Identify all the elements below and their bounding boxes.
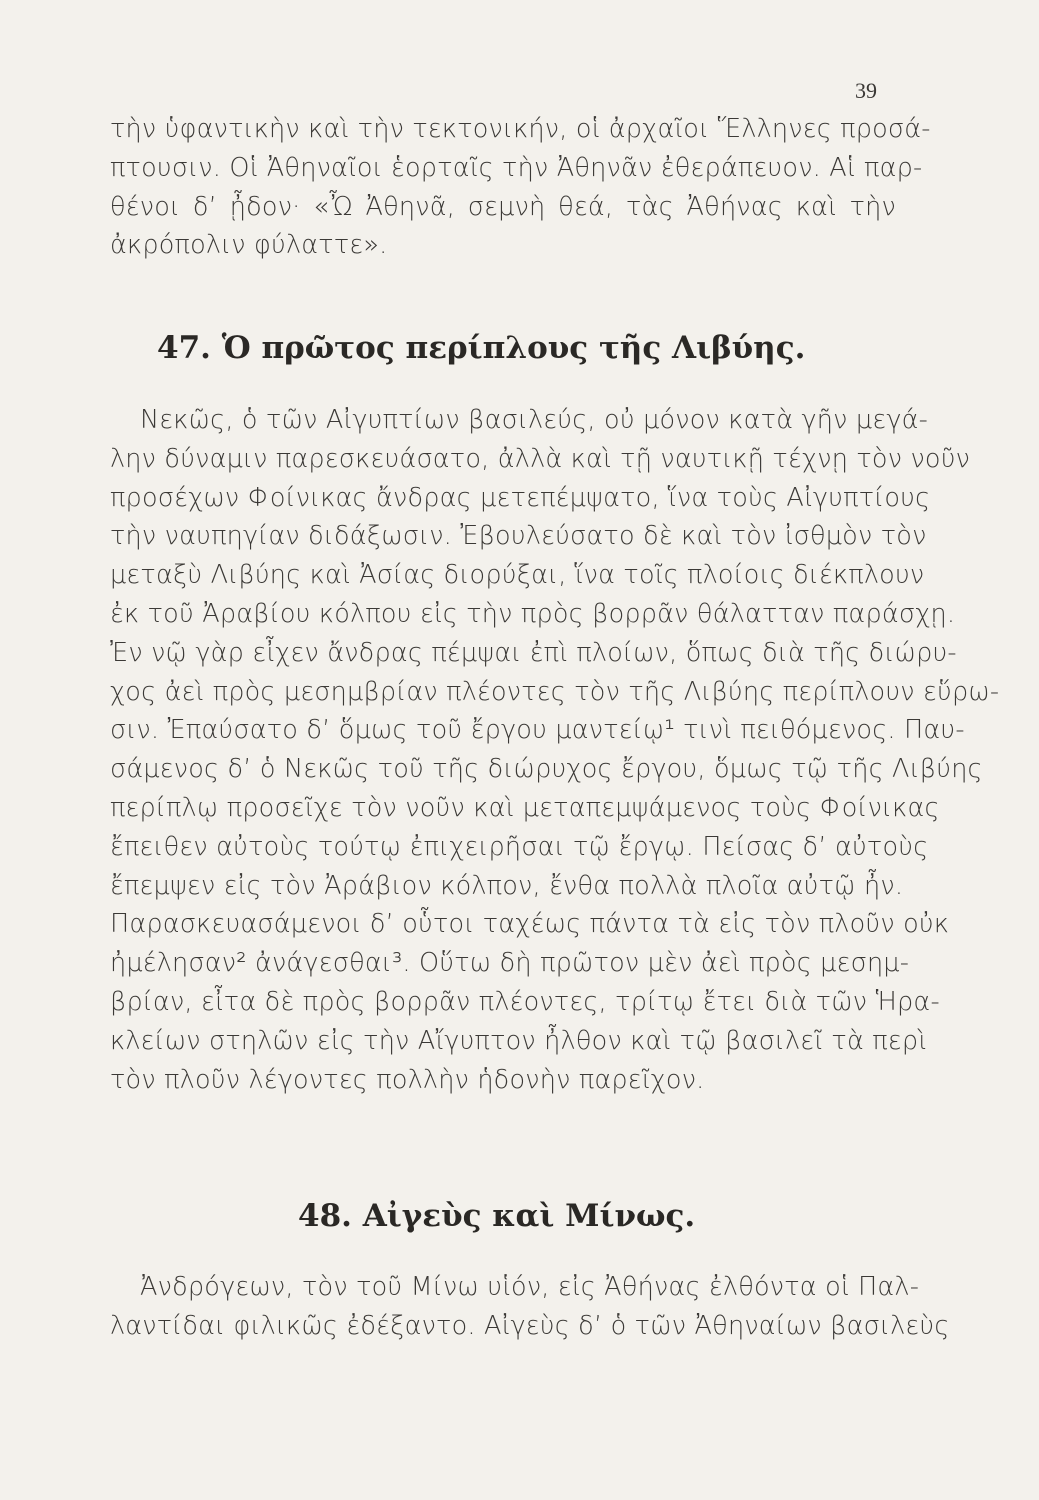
section-47-heading: 47. Ὁ πρῶτος περίπλους τῆς Λιβύης.: [157, 330, 806, 366]
section-47-body: [110, 401, 1000, 1099]
text-line: σιν. Ἐπαύσατο δ’ ὅμως τοῦ ἔργου μαντείῳ¹ τινὶ πειθόμενος. Παυ-: [110, 715, 965, 746]
text-line: πτουσιν. Οἱ Ἀθηναῖοι ἑορταῖς τὴν Ἀθηνᾶν ἐθεράπευον. Αἱ παρ-: [110, 152, 923, 183]
text-line: θένοι δ’ ᾖδον· «Ὦ Ἀθηνᾶ, σεμνὴ θεά, τὰς Ἀθήνας καὶ τὴν: [110, 191, 896, 222]
text-line: Ἀνδρόγεων, τὸν τοῦ Μίνω υἱόν, εἰς Ἀθήνας ἐλθόντα οἱ Παλ-: [140, 1272, 920, 1302]
page-number: 39: [855, 78, 877, 103]
text-line: ἐκ τοῦ Ἀραβίου κόλπου εἰς τὴν πρὸς βορρᾶν θάλατταν παράσχῃ.: [110, 598, 956, 629]
text-line: ἔπειθεν αὐτοὺς τούτῳ ἐπιχειρῆσαι τῷ ἔργῳ. Πείσας δ’ αὐτοὺς: [110, 831, 929, 862]
text-line: Ἐν νῷ γὰρ εἶχεν ἄνδρας πέμψαι ἐπὶ πλοίων, ὅπως διὰ τῆς διώρυ-: [110, 637, 957, 668]
intro-paragraph: [110, 110, 931, 265]
text-line: βρίαν, εἶτα δὲ πρὸς βορρᾶν πλέοντες, τρίτῳ ἔτει διὰ τῶν Ἡρα-: [110, 986, 940, 1017]
text-line: χος ἀεὶ πρὸς μεσημβρίαν πλέοντες τὸν τῆς Λιβύης περίπλουν εὕρω-: [110, 676, 1000, 707]
text-line: μεταξὺ Λιβύης καὶ Ἀσίας διορύξαι, ἵνα τοῖς πλοίοις διέκπλουν: [110, 560, 925, 591]
text-line: Παρασκευασάμενοι δ’ οὗτοι ταχέως πάντα τὰ εἰς τὸν πλοῦν οὐκ: [110, 909, 950, 940]
section-48-heading: 48. Αἰγεὺς καὶ Μίνως.: [298, 1198, 696, 1234]
text-line: ἠμέλησαν² ἀνάγεσθαι³. Οὕτω δὴ πρῶτον μὲν ἀεὶ πρὸς μεσημ-: [110, 948, 910, 979]
text-line: τὴν ναυπηγίαν διδάξωσιν. Ἐβουλεύσατο δὲ καὶ τὸν ἰσθμὸν τὸν: [110, 521, 927, 552]
text-line: Νεκῶς, ὁ τῶν Αἰγυπτίων βασιλεύς, οὐ μόνον κατὰ γῆν μεγά-: [140, 405, 929, 435]
text-line: ἀκρόπολιν φύλαττε».: [110, 230, 388, 261]
text-line: λαντίδαι φιλικῶς ἐδέξαντο. Αἰγεὺς δ’ ὁ τῶν Ἀθηναίων βασιλεὺς: [110, 1310, 950, 1341]
text-line: τὴν ὑφαντικὴν καὶ τὴν τεκτονικήν, οἱ ἀρχαῖοι Ἕλληνες προσά-: [110, 114, 931, 144]
text-line: τὸν πλοῦν λέγοντες πολλὴν ἡδονὴν παρεῖχον.: [110, 1064, 705, 1095]
text-line: περίπλῳ προσεῖχε τὸν νοῦν καὶ μεταπεμψάμενος τοὺς Φοίνικας: [110, 792, 940, 823]
text-line: λην δύναμιν παρεσκευάσατο, ἀλλὰ καὶ τῇ ναυτικῇ τέχνῃ τὸν νοῦν: [110, 443, 971, 474]
text-line: κλείων στηλῶν εἰς τὴν Αἴγυπτον ἦλθον καὶ τῷ βασιλεῖ τὰ περὶ: [110, 1025, 928, 1056]
section-48-body: [110, 1268, 950, 1346]
text-line: σάμενος δ’ ὁ Νεκῶς τοῦ τῆς διώρυχος ἔργου, ὅμως τῷ τῆς Λιβύης: [110, 754, 983, 785]
text-line: προσέχων Φοίνικας ἄνδρας μετεπέμψατο, ἵνα τοὺς Αἰγυπτίους: [110, 482, 931, 513]
text-line: ἔπεμψεν εἰς τὸν Ἀράβιον κόλπον, ἔνθα πολλὰ πλοῖα αὐτῷ ἦν.: [110, 870, 904, 901]
